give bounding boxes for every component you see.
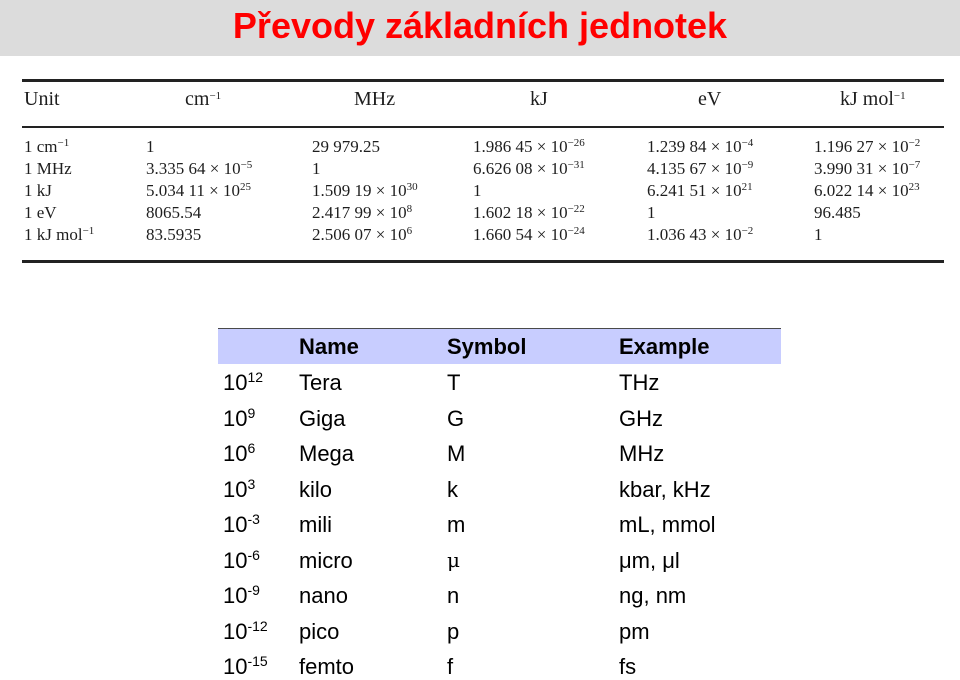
prefix-name: mili bbox=[299, 512, 332, 537]
cell-value: 3.335 64 × 10 bbox=[146, 159, 241, 178]
power-base: 10 bbox=[223, 370, 248, 395]
unit-exponent: −1 bbox=[57, 137, 70, 149]
cell-value: 8065.54 bbox=[146, 203, 202, 222]
power-exponent: 9 bbox=[247, 404, 256, 421]
cell-value: 1.196 27 × 10 bbox=[814, 137, 909, 156]
table-row-unit bbox=[24, 158, 72, 182]
table-row-unit bbox=[24, 180, 52, 204]
prefix-symbol: G bbox=[447, 405, 465, 431]
prefix-power bbox=[223, 441, 255, 467]
cell-value: 6.022 14 × 10 bbox=[814, 181, 909, 200]
power-exponent: -3 bbox=[247, 511, 260, 527]
cell-exponent: −2 bbox=[741, 225, 754, 237]
table-cell bbox=[146, 224, 201, 248]
cell-value: 1 bbox=[146, 137, 155, 156]
prefix-symbol: T bbox=[447, 370, 461, 395]
power-base: 10 bbox=[223, 405, 248, 431]
prefix-power bbox=[223, 370, 263, 396]
prefix-example: kbar, kHz bbox=[619, 476, 711, 502]
unit-exponent: −1 bbox=[82, 225, 95, 237]
cell-exponent: −4 bbox=[741, 137, 754, 149]
cell-value: 5.034 11 × 10 bbox=[146, 181, 240, 200]
column-header-ev: eV bbox=[698, 88, 722, 110]
prefix-name: Mega bbox=[299, 441, 355, 466]
table-cell bbox=[647, 224, 753, 248]
power-exponent: 3 bbox=[247, 475, 256, 492]
prefix-example: ng, nm bbox=[619, 583, 687, 608]
table-cell bbox=[647, 180, 753, 204]
prefix-symbol: μ bbox=[447, 547, 460, 572]
prefix-symbol: M bbox=[447, 441, 466, 466]
table-cell bbox=[312, 202, 412, 226]
table-cell bbox=[146, 180, 251, 204]
table-cell bbox=[146, 136, 155, 160]
table-cell bbox=[647, 202, 656, 226]
table-row-unit bbox=[24, 224, 94, 248]
table-cell bbox=[814, 180, 920, 204]
prefix-example: mL, mmol bbox=[619, 512, 716, 537]
power-exponent: -9 bbox=[247, 582, 260, 598]
table-cell bbox=[814, 224, 823, 248]
prefix-name: femto bbox=[299, 654, 355, 679]
power-base: 10 bbox=[223, 441, 248, 466]
column-header-cm: $cm^{-1}$ bbox=[185, 88, 222, 110]
power-base: 10 bbox=[223, 618, 248, 644]
table-cell bbox=[146, 202, 201, 226]
unit-label: 1 kJ mol bbox=[24, 225, 83, 244]
table-cell bbox=[473, 202, 585, 226]
prefix-symbol: m bbox=[447, 512, 466, 537]
cell-value: 1.239 84 × 10 bbox=[647, 137, 742, 156]
cell-exponent: 23 bbox=[908, 181, 920, 193]
prefix-example: fs bbox=[619, 654, 637, 679]
power-base: 10 bbox=[223, 512, 248, 537]
cell-value: 4.135 67 × 10 bbox=[647, 159, 742, 178]
cell-value: 1 bbox=[473, 181, 482, 200]
cell-value: 1.036 43 × 10 bbox=[647, 225, 742, 244]
table-header-rule bbox=[22, 126, 944, 128]
prefix-name: micro bbox=[299, 547, 353, 573]
prefix-power bbox=[223, 548, 260, 574]
table-cell bbox=[146, 158, 252, 182]
table-cell bbox=[312, 180, 418, 204]
prefix-power bbox=[223, 512, 260, 538]
cell-exponent: 25 bbox=[239, 181, 251, 193]
page-title: Převody základních jednotek bbox=[232, 5, 728, 46]
table-row-unit bbox=[24, 136, 69, 160]
cell-exponent: −22 bbox=[567, 203, 585, 215]
table-top-rule bbox=[22, 79, 944, 82]
cell-value: 1.986 45 × 10 bbox=[473, 137, 568, 156]
unit-label: 1 eV bbox=[24, 203, 57, 222]
prefix-power bbox=[223, 619, 268, 645]
cell-exponent: −24 bbox=[567, 225, 585, 237]
table-cell bbox=[473, 136, 585, 160]
column-header-kj-mol: kJ mol$^{-1}$ bbox=[840, 88, 906, 110]
power-exponent: 6 bbox=[247, 440, 256, 456]
table-cell bbox=[473, 158, 585, 182]
prefix-header-symbol: Symbol bbox=[447, 334, 527, 359]
cell-exponent: 8 bbox=[406, 203, 413, 215]
cell-value: 6.626 08 × 10 bbox=[473, 159, 568, 178]
cell-exponent: −9 bbox=[741, 159, 754, 171]
prefix-example: pm bbox=[619, 618, 650, 644]
prefix-name: Giga bbox=[299, 405, 346, 431]
prefix-name: kilo bbox=[299, 476, 333, 502]
table-cell bbox=[814, 158, 920, 182]
cell-value: 1 bbox=[647, 203, 656, 222]
power-base: 10 bbox=[223, 654, 248, 679]
cell-exponent: 30 bbox=[406, 181, 418, 193]
cell-value: 6.241 51 × 10 bbox=[647, 181, 742, 200]
table-cell bbox=[814, 202, 861, 226]
column-header-unit: Unit bbox=[24, 88, 60, 110]
cell-exponent: −7 bbox=[908, 159, 921, 171]
prefix-power bbox=[223, 477, 255, 503]
cell-exponent: −2 bbox=[908, 137, 921, 149]
cell-exponent: 21 bbox=[741, 181, 753, 193]
power-exponent: 12 bbox=[247, 369, 264, 385]
column-header-mhz: MHz bbox=[354, 88, 396, 110]
cell-value: 83.5935 bbox=[146, 225, 202, 244]
table-cell bbox=[814, 136, 920, 160]
prefix-example: μm, μl bbox=[619, 547, 680, 573]
cell-value: 1.602 18 × 10 bbox=[473, 203, 568, 222]
prefix-symbol: f bbox=[447, 654, 454, 679]
prefix-power bbox=[223, 654, 268, 680]
cell-value: 29 979.25 bbox=[312, 137, 380, 156]
prefix-example: MHz bbox=[619, 441, 665, 466]
prefix-power bbox=[223, 583, 260, 609]
cell-exponent: 6 bbox=[406, 225, 413, 237]
cell-exponent: −5 bbox=[240, 159, 253, 171]
table-row-unit bbox=[24, 202, 57, 226]
cell-value: 96.485 bbox=[814, 203, 861, 222]
cell-exponent: −31 bbox=[567, 159, 585, 171]
unit-label: 1 MHz bbox=[24, 159, 72, 178]
table-cell bbox=[312, 158, 321, 182]
cell-value: 1.660 54 × 10 bbox=[473, 225, 568, 244]
power-exponent: -15 bbox=[247, 653, 268, 669]
unit-label: 1 cm bbox=[24, 137, 58, 156]
prefix-symbol: k bbox=[447, 476, 458, 502]
table-cell bbox=[312, 224, 412, 248]
prefix-header-name: Name bbox=[299, 334, 359, 359]
cell-value: 1 bbox=[814, 225, 823, 244]
table-cell bbox=[647, 136, 753, 160]
unit-label: 1 kJ bbox=[24, 181, 52, 200]
power-base: 10 bbox=[223, 583, 248, 608]
prefix-symbol: p bbox=[447, 618, 460, 644]
cell-value: 1.509 19 × 10 bbox=[312, 181, 407, 200]
cell-value: 3.990 31 × 10 bbox=[814, 159, 909, 178]
prefix-example: GHz bbox=[619, 405, 663, 431]
cell-value: 1 bbox=[312, 159, 321, 178]
power-exponent: -12 bbox=[247, 617, 268, 634]
cell-value: 2.506 07 × 10 bbox=[312, 225, 407, 244]
column-header-kj: kJ bbox=[530, 88, 548, 110]
cell-exponent: −26 bbox=[567, 137, 585, 149]
prefix-power bbox=[223, 406, 255, 432]
table-cell bbox=[312, 136, 380, 160]
prefix-example: THz bbox=[619, 370, 660, 395]
table-cell bbox=[473, 180, 482, 204]
cell-value: 2.417 99 × 10 bbox=[312, 203, 407, 222]
table-bottom-rule bbox=[22, 260, 944, 263]
prefix-header-example: Example bbox=[619, 334, 710, 359]
prefix-symbol: n bbox=[447, 583, 460, 608]
unit-conversion-table bbox=[22, 74, 944, 274]
table-cell bbox=[647, 158, 753, 182]
power-exponent: -6 bbox=[247, 546, 260, 563]
power-base: 10 bbox=[223, 547, 248, 573]
prefix-name: Tera bbox=[299, 370, 342, 395]
table-cell bbox=[473, 224, 585, 248]
power-base: 10 bbox=[223, 476, 248, 502]
prefix-name: nano bbox=[299, 583, 348, 608]
prefix-name: pico bbox=[299, 618, 340, 644]
